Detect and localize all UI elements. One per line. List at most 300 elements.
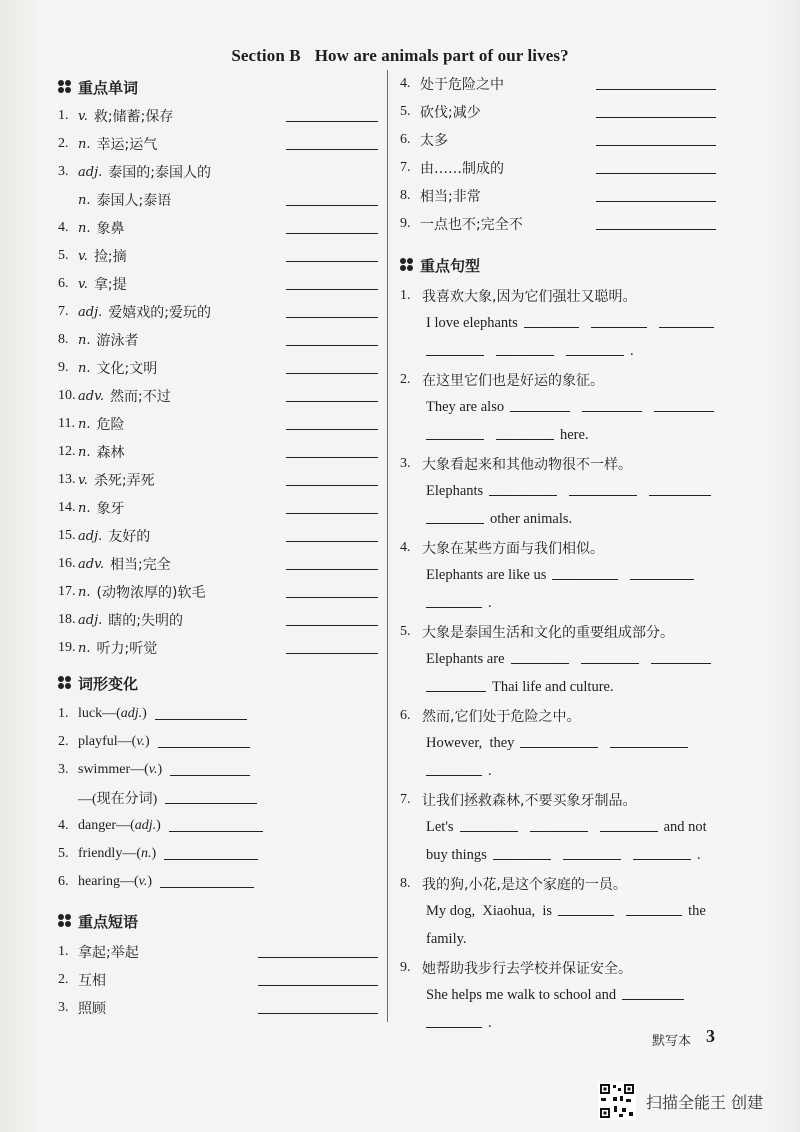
vocab-item	[58, 522, 378, 550]
sentence-item	[400, 870, 720, 954]
answer-blank[interactable]	[596, 89, 716, 90]
chinese-meaning: 然而;不过	[110, 389, 171, 405]
sentence-heading: 重点句型	[400, 252, 720, 278]
part-of-speech: v.	[78, 248, 88, 264]
english-tail: .	[488, 1015, 492, 1031]
sentence-item	[400, 954, 720, 1038]
english-line	[400, 758, 720, 786]
item-number: 2.	[58, 972, 69, 987]
item-number: 6.	[58, 276, 69, 291]
answer-blank[interactable]	[286, 373, 378, 374]
chinese-meaning: 游泳者	[96, 333, 139, 349]
section-label: Section B	[231, 46, 301, 65]
answer-blank[interactable]	[286, 429, 378, 430]
sentence-chinese	[400, 870, 720, 898]
answer-blank[interactable]	[569, 495, 637, 496]
answer-blank[interactable]	[493, 859, 551, 860]
page-title	[0, 46, 800, 66]
answer-blank[interactable]	[160, 887, 254, 888]
phrase-item	[400, 182, 720, 210]
sentence-chinese	[400, 366, 720, 394]
item-number: 9.	[58, 360, 69, 375]
vocab-item	[58, 578, 378, 606]
vocab-item	[58, 214, 378, 242]
answer-blank[interactable]	[426, 775, 482, 776]
english-prompt: family.	[426, 931, 467, 947]
chinese-sentence: 让我们拯救森林,不要买象牙制品。	[422, 793, 637, 809]
answer-blank[interactable]	[286, 597, 378, 598]
part-of-speech: n.	[78, 444, 91, 460]
item-number: 9.	[400, 960, 411, 975]
english-tail: .	[488, 763, 492, 779]
answer-blank[interactable]	[165, 803, 257, 804]
item-number: 16.	[58, 556, 76, 571]
close-paren: )	[151, 846, 157, 861]
vocab-item	[58, 550, 378, 578]
chinese-meaning: 一点也不;完全不	[420, 217, 523, 233]
sentence-item	[400, 282, 720, 366]
english-prompt: buy things	[426, 847, 487, 863]
vocab-item	[58, 382, 378, 410]
clover-icon	[400, 258, 414, 272]
wordform-item	[58, 700, 378, 728]
english-line	[400, 646, 720, 674]
part-of-speech: v.	[78, 108, 88, 124]
chinese-meaning: 太多	[420, 133, 448, 149]
answer-blank[interactable]	[286, 625, 378, 626]
item-number: 1.	[400, 288, 411, 303]
answer-blank[interactable]	[566, 355, 624, 356]
chinese-meaning: 幸运;运气	[96, 137, 158, 153]
chinese-sentence: 然而,它们处于危险之中。	[422, 709, 581, 725]
item-number: 18.	[58, 612, 76, 627]
answer-blank[interactable]	[286, 345, 378, 346]
item-number: 2.	[400, 372, 411, 387]
wordform-item	[58, 868, 378, 896]
wordform-item	[58, 756, 378, 784]
part-of-speech: n.	[78, 360, 91, 376]
answer-blank[interactable]	[524, 327, 579, 328]
english-prompt: I love elephants	[426, 315, 518, 331]
part-of-speech: adj.	[78, 304, 103, 320]
close-paren: )	[157, 762, 163, 777]
english-line	[400, 422, 720, 450]
english-line	[400, 730, 720, 758]
answer-blank[interactable]	[496, 439, 554, 440]
chinese-meaning: 泰国的;泰国人的	[108, 165, 211, 181]
chinese-meaning: 砍伐;减少	[420, 105, 481, 121]
english-prompt: Elephants are	[426, 651, 505, 667]
answer-blank[interactable]	[596, 229, 716, 230]
sentence-item	[400, 366, 720, 450]
answer-blank[interactable]	[596, 201, 716, 202]
answer-blank[interactable]	[258, 985, 378, 986]
answer-blank[interactable]	[563, 859, 621, 860]
english-tail: .	[630, 343, 634, 359]
sentence-chinese	[400, 282, 720, 310]
vocab-item	[58, 270, 378, 298]
sentence-item	[400, 534, 720, 618]
item-number: 3.	[400, 456, 411, 471]
word-stem: friendly—(	[78, 846, 141, 861]
part-of-speech: n.	[78, 584, 91, 600]
item-number: 14.	[58, 500, 76, 515]
sentence-chinese	[400, 702, 720, 730]
clover-icon	[58, 914, 72, 928]
vocab-item	[58, 130, 378, 158]
item-number: 15.	[58, 528, 76, 543]
item-number: 4.	[400, 540, 411, 555]
phrase-heading: 重点短语	[58, 908, 378, 934]
item-number: 4.	[58, 220, 69, 235]
answer-blank[interactable]	[530, 831, 588, 832]
answer-blank[interactable]	[170, 775, 250, 776]
english-prompt: She helps me walk to school and	[426, 987, 617, 1003]
part-of-speech: adj.	[120, 706, 143, 721]
column-divider	[387, 70, 388, 1022]
english-line	[400, 982, 720, 1010]
item-number: 3.	[58, 762, 69, 777]
english-line	[400, 394, 720, 422]
chinese-meaning: 杀死;弄死	[93, 473, 155, 489]
answer-blank[interactable]	[659, 327, 714, 328]
chinese-meaning: 听力;听觉	[96, 641, 158, 657]
clover-icon	[58, 80, 72, 94]
answer-blank[interactable]	[489, 495, 557, 496]
english-prompt: Elephants	[426, 483, 484, 499]
chinese-sentence: 她帮助我步行去学校并保证安全。	[422, 961, 632, 977]
sentence-item	[400, 786, 720, 870]
chinese-sentence: 大象在某些方面与我们相似。	[422, 541, 604, 557]
answer-blank[interactable]	[460, 831, 518, 832]
item-number: 8.	[400, 876, 411, 891]
phrase-item	[400, 154, 720, 182]
wordform-list	[58, 700, 378, 896]
sentence-item	[400, 450, 720, 534]
item-number: 12.	[58, 444, 76, 459]
scanner-watermark	[598, 1082, 763, 1120]
english-tail: .	[696, 847, 701, 863]
clover-icon	[58, 676, 72, 690]
answer-blank[interactable]	[596, 145, 716, 146]
part-of-speech: adj.	[78, 612, 103, 628]
part-of-speech: v.	[78, 472, 88, 488]
item-number: 5.	[400, 104, 411, 119]
english-tail: the	[688, 903, 706, 919]
vocab-item	[58, 298, 378, 326]
answer-blank[interactable]	[649, 495, 711, 496]
item-number: 3.	[58, 1000, 69, 1015]
phrase-list	[58, 938, 378, 1022]
chinese-meaning: 拿;提	[93, 277, 127, 293]
english-line	[400, 674, 720, 702]
part-of-speech: adj.	[134, 818, 157, 833]
item-number: 8.	[400, 188, 411, 203]
page-number: 3	[706, 1026, 715, 1046]
section-subtitle: How are animals part of our lives?	[314, 46, 569, 65]
answer-blank[interactable]	[520, 747, 598, 748]
vocab-item	[58, 354, 378, 382]
answer-blank[interactable]	[286, 569, 378, 570]
answer-blank[interactable]	[155, 719, 247, 720]
sentence-chinese	[400, 786, 720, 814]
item-number: 6.	[58, 874, 69, 889]
part-of-speech: v.	[136, 734, 146, 749]
phrase-item	[400, 70, 720, 98]
vocab-item	[58, 466, 378, 494]
answer-blank[interactable]	[610, 747, 688, 748]
part-of-speech: n.	[78, 192, 91, 208]
part-of-speech: adv.	[78, 388, 105, 404]
sentence-chinese	[400, 450, 720, 478]
answer-blank[interactable]	[510, 411, 570, 412]
chinese-meaning: 爱嬉戏的;爱玩的	[108, 305, 211, 321]
part-of-speech: n.	[140, 846, 152, 861]
chinese-meaning: 拿起;举起	[78, 945, 139, 961]
answer-blank[interactable]	[258, 1013, 378, 1014]
answer-blank[interactable]	[286, 457, 378, 458]
close-paren: )	[147, 874, 153, 889]
answer-blank[interactable]	[286, 317, 378, 318]
answer-blank[interactable]	[552, 579, 618, 580]
item-number: 3.	[58, 164, 69, 179]
answer-blank[interactable]	[286, 289, 378, 290]
answer-blank[interactable]	[286, 233, 378, 234]
chinese-meaning: 照顾	[78, 1001, 106, 1017]
answer-blank[interactable]	[286, 513, 378, 514]
sentence-item	[400, 702, 720, 786]
answer-blank[interactable]	[286, 121, 378, 122]
answer-blank[interactable]	[626, 915, 682, 916]
english-line	[400, 590, 720, 618]
word-stem: luck—(	[78, 706, 121, 721]
item-number: 5.	[400, 624, 411, 639]
answer-blank[interactable]	[581, 663, 639, 664]
answer-blank[interactable]	[426, 523, 484, 524]
answer-blank[interactable]	[286, 485, 378, 486]
english-line	[400, 926, 720, 954]
vocab-heading: 重点单词	[58, 74, 378, 100]
part-of-speech: adj.	[78, 528, 103, 544]
phrase-item	[400, 126, 720, 154]
vocab-item	[58, 410, 378, 438]
part-of-speech: v.	[78, 276, 88, 292]
answer-blank[interactable]	[596, 117, 716, 118]
chinese-meaning: 象牙	[96, 501, 125, 517]
phrase-item	[400, 98, 720, 126]
vocab-list	[58, 102, 378, 662]
item-number: 6.	[400, 132, 411, 147]
answer-blank[interactable]	[426, 691, 486, 692]
answer-blank[interactable]	[258, 957, 378, 958]
vocab-item	[58, 242, 378, 270]
item-number: 1.	[58, 108, 69, 123]
vocab-item	[58, 186, 378, 214]
answer-blank[interactable]	[651, 663, 711, 664]
phrase-item	[400, 210, 720, 238]
english-prompt: However, they	[426, 735, 515, 751]
item-number: 2.	[58, 136, 69, 151]
item-number: 10.	[58, 388, 76, 403]
item-number: 6.	[400, 708, 411, 723]
answer-blank[interactable]	[169, 831, 263, 832]
vocab-item	[58, 494, 378, 522]
part-of-speech: n.	[78, 640, 91, 656]
sentence-chinese	[400, 618, 720, 646]
phrase-item	[58, 994, 378, 1022]
item-number: 4.	[400, 76, 411, 91]
chinese-meaning: 友好的	[108, 529, 151, 545]
chinese-meaning: 由……制成的	[420, 161, 504, 177]
english-tail: other animals.	[490, 511, 573, 527]
phrase-item	[58, 966, 378, 994]
part-of-speech: adj.	[78, 164, 103, 180]
vocab-item	[58, 634, 378, 662]
chinese-sentence: 我的狗,小花,是这个家庭的一员。	[422, 877, 627, 893]
item-number: 7.	[400, 792, 411, 807]
answer-blank[interactable]	[164, 859, 258, 860]
wordform-item	[58, 784, 378, 812]
english-prompt: Elephants are like us	[426, 567, 547, 583]
answer-blank[interactable]	[591, 327, 646, 328]
left-column	[58, 74, 378, 1022]
answer-blank[interactable]	[426, 1027, 482, 1028]
chinese-meaning: 救;储蓄;保存	[93, 109, 174, 125]
english-line	[400, 338, 720, 366]
answer-blank[interactable]	[286, 261, 378, 262]
answer-blank[interactable]	[286, 653, 378, 654]
english-tail: and not	[663, 819, 707, 835]
english-prompt: Let's	[426, 819, 454, 835]
english-tail: here.	[560, 427, 589, 443]
part-of-speech: v.	[148, 762, 158, 777]
answer-blank[interactable]	[286, 149, 378, 150]
word-stem: —(现在分词)	[78, 792, 158, 807]
english-line	[400, 562, 720, 590]
wordform-item	[58, 812, 378, 840]
answer-blank[interactable]	[558, 915, 614, 916]
part-of-speech: v.	[138, 874, 148, 889]
sentence-item	[400, 618, 720, 702]
answer-blank[interactable]	[630, 579, 694, 580]
footer-label: 默写本	[652, 1034, 692, 1049]
english-line	[400, 310, 720, 338]
scanner-text: 扫描全能王 创建	[646, 1092, 764, 1112]
part-of-speech: n.	[78, 416, 91, 432]
wordform-heading: 词形变化	[58, 670, 378, 696]
wordform-item	[58, 728, 378, 756]
answer-blank[interactable]	[496, 355, 554, 356]
phrase-item	[58, 938, 378, 966]
chinese-meaning: 相当;非常	[420, 189, 481, 205]
chinese-meaning: 森林	[96, 445, 125, 461]
vocab-item	[58, 606, 378, 634]
chinese-meaning: 捡;摘	[93, 249, 127, 265]
word-stem: danger—(	[78, 818, 135, 833]
item-number: 11.	[58, 416, 75, 431]
sentence-list	[400, 282, 720, 1038]
english-prompt: They are also	[426, 399, 505, 415]
chinese-meaning: 危险	[96, 417, 125, 433]
english-prompt: My dog, Xiaohua, is	[426, 903, 553, 919]
close-paren: )	[142, 706, 147, 721]
item-number: 7.	[400, 160, 411, 175]
chinese-meaning: 互相	[78, 973, 106, 989]
english-tail: .	[488, 595, 492, 611]
answer-blank[interactable]	[600, 831, 658, 832]
sentence-chinese	[400, 534, 720, 562]
chinese-sentence: 大象看起来和其他动物很不一样。	[422, 457, 632, 473]
part-of-speech: n.	[78, 500, 91, 516]
english-line	[400, 814, 720, 842]
chinese-sentence: 大象是泰国生活和文化的重要组成部分。	[422, 625, 674, 641]
vocab-item	[58, 158, 378, 186]
vocab-item	[58, 326, 378, 354]
answer-blank[interactable]	[582, 411, 642, 412]
chinese-meaning: 瞎的;失明的	[108, 613, 183, 629]
answer-blank[interactable]	[286, 205, 378, 206]
close-paren: )	[156, 818, 161, 833]
item-number: 1.	[58, 706, 69, 721]
english-line	[400, 478, 720, 506]
answer-blank[interactable]	[426, 439, 484, 440]
chinese-meaning: 泰国人;泰语	[96, 193, 172, 209]
vocab-item	[58, 438, 378, 466]
answer-blank[interactable]	[622, 999, 684, 1000]
answer-blank[interactable]	[654, 411, 714, 412]
vocab-item	[58, 102, 378, 130]
answer-blank[interactable]	[633, 859, 691, 860]
part-of-speech: n.	[78, 220, 91, 236]
chinese-meaning: 文化;文明	[96, 361, 158, 377]
answer-blank[interactable]	[158, 747, 250, 748]
english-line	[400, 506, 720, 534]
answer-blank[interactable]	[286, 401, 378, 402]
item-number: 7.	[58, 304, 69, 319]
answer-blank[interactable]	[511, 663, 569, 664]
item-number: 5.	[58, 248, 69, 263]
wordform-item	[58, 840, 378, 868]
english-tail: Thai life and culture.	[492, 679, 614, 695]
answer-blank[interactable]	[286, 541, 378, 542]
chinese-meaning: 象鼻	[96, 221, 125, 237]
close-paren: )	[145, 734, 150, 749]
word-stem: playful—(	[78, 734, 137, 749]
phrase-list-continued	[400, 70, 720, 238]
part-of-speech: n.	[78, 136, 91, 152]
word-stem: hearing—(	[78, 874, 139, 889]
item-number: 17.	[58, 584, 76, 599]
qr-code-icon	[598, 1082, 636, 1120]
right-column	[400, 70, 720, 1038]
word-stem: swimmer—(	[78, 762, 149, 777]
chinese-sentence: 我喜欢大象,因为它们强壮又聪明。	[422, 289, 637, 305]
part-of-speech: adv.	[78, 556, 105, 572]
chinese-meaning: 相当;完全	[110, 557, 171, 573]
chinese-sentence: 在这里它们也是好运的象征。	[422, 373, 604, 389]
item-number: 8.	[58, 332, 69, 347]
item-number: 19.	[58, 640, 76, 655]
english-line	[400, 842, 720, 870]
sentence-chinese	[400, 954, 720, 982]
chinese-meaning: (动物浓厚的)软毛	[96, 585, 206, 601]
part-of-speech: n.	[78, 332, 91, 348]
answer-blank[interactable]	[596, 173, 716, 174]
answer-blank[interactable]	[426, 355, 484, 356]
answer-blank[interactable]	[426, 607, 482, 608]
item-number: 13.	[58, 472, 76, 487]
english-line	[400, 898, 720, 926]
